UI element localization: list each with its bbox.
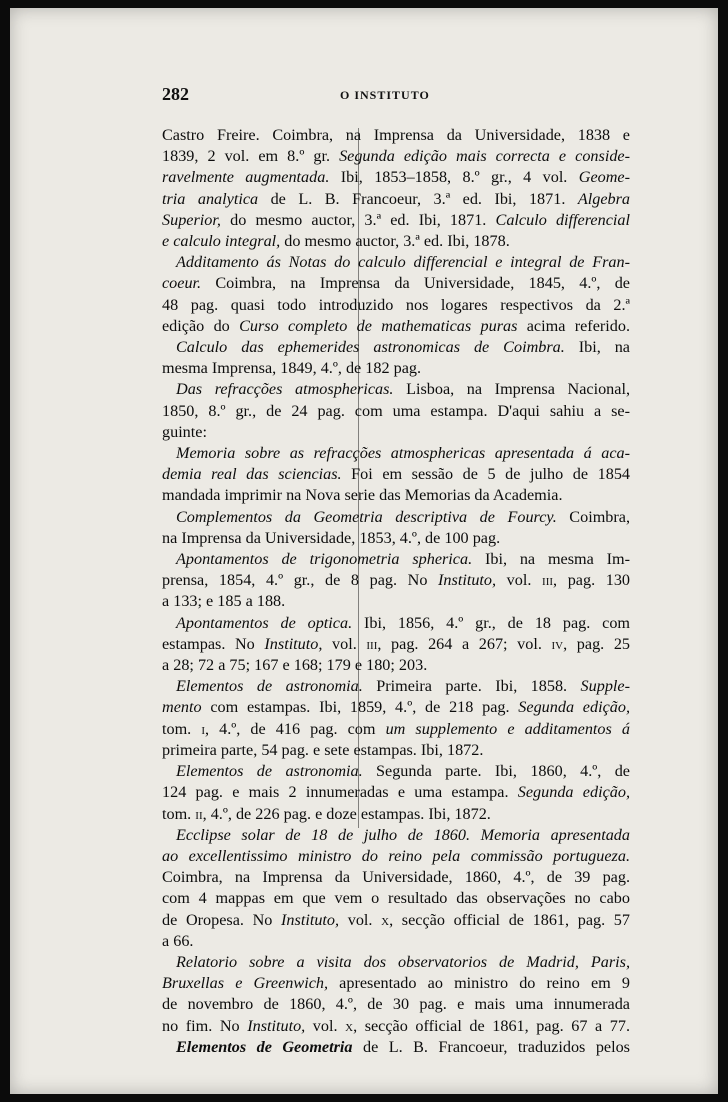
text-line: prensa, 1854, 4.º gr., de 8 pag. No Instituto, vol. iii, pag. 130 xyxy=(162,571,631,590)
text-line: estampas. No Instituto, vol. iii, pag. 264 a 267; vol. iv, pag. 25 xyxy=(162,634,631,653)
text-line: primeira parte, 54 pag. e sete estampas. Ibi, 1872. xyxy=(162,740,484,759)
page-number: 282 xyxy=(162,84,189,104)
text-line: Apontamentos de trigonometria spherica. Ibi, na mesma Im- xyxy=(176,550,631,569)
text-line: mento com estampas. Ibi, 1859, 4.º, de 218 pag. Segunda edição, xyxy=(162,698,630,717)
text-line: 124 pag. e mais 2 innumeradas e uma estampa. Segunda edição, xyxy=(162,783,630,802)
text-line: Superior, do mesmo auctor, 3.ª ed. Ibi, 1871. Calculo differencial xyxy=(162,210,630,229)
text-line: ao excellentissimo ministro do reino pela commissão portugueza. xyxy=(162,846,630,865)
text-line: Relatorio sobre a visita dos observatorios de Madrid, Paris, xyxy=(176,952,630,971)
text-line: tom. i, 4.º, de 416 pag. com um supplemento e additamentos á xyxy=(162,719,630,738)
text-line: Das refracções atmosphericas. Lisboa, na Imprensa Nacional, xyxy=(176,380,630,399)
text-line: Ecclipse solar de 18 de julho de 1860. Memoria apresentada xyxy=(176,825,630,844)
text-line: com 4 mappas em que vem o resultado das observações no cabo xyxy=(162,889,630,908)
text-line: mandada imprimir na Nova serie das Memorias da Academia. xyxy=(162,486,563,505)
text-line: de novembro de 1860, 4.º, de 30 pag. e mais uma innumerada xyxy=(162,995,630,1014)
text-line: demia real das sciencias. Foi em sessão de 5 de julho de 1854 xyxy=(162,465,631,484)
text-line: Memoria sobre as refracções atmosphericas apresentada á aca- xyxy=(176,444,630,463)
text-line: tria analytica de L. B. Francoeur, 3.ª ed. Ibi, 1871. Algebra xyxy=(162,189,630,208)
text-line: edição do Curso completo de mathematicas puras acima referido. xyxy=(162,316,630,335)
text-line: mesma Imprensa, 1849, 4.º, de 182 pag. xyxy=(162,359,422,378)
text-line: Elementos de astronomia. Primeira parte. Ibi, 1858. Supple- xyxy=(176,677,630,696)
text-line: Bruxellas e Greenwich, apresentado ao ministro do reino em 9 xyxy=(162,974,630,993)
text-line: Elementos de Geometria de L. B. Francoeur, traduzidos pelos xyxy=(176,1037,630,1056)
text-line: ravelmente augmentada. Ibi, 1853–1858, 8.º gr., 4 vol. Geome- xyxy=(162,168,630,187)
text-line: a 66. xyxy=(162,931,194,950)
text-line: Castro Freire. Coimbra, na Imprensa da Universidade, 1838 e xyxy=(162,126,630,144)
text-line: Coimbra, na Imprensa da Universidade, 1860, 4.º, de 39 pag. xyxy=(162,868,630,887)
text-line: na Imprensa da Universidade, 1853, 4.º, de 100 pag. xyxy=(162,528,501,547)
text-line: a 133; e 185 a 188. xyxy=(162,592,286,611)
text-line: de Oropesa. No Instituto, vol. x, secção official de 1861, pag. 57 xyxy=(162,910,630,929)
body-text xyxy=(162,125,630,1058)
text-line: no fim. No Instituto, vol. x, secção official de 1861, pag. 67 a 77. xyxy=(162,1016,631,1035)
text-line: 48 pag. quasi todo introduzido nos logares respectivos da 2.ª xyxy=(162,295,630,314)
text-line: coeur. Coimbra, na Imprensa da Universidade, 1845, 4.º, de xyxy=(162,274,630,293)
text-line: 1839, 2 vol. em 8.º gr. Segunda edição mais correcta e conside- xyxy=(162,147,630,166)
text-line: Elementos de astronomia. Segunda parte. Ibi, 1860, 4.º, de xyxy=(176,762,630,781)
text-line: Apontamentos de optica. Ibi, 1856, 4.º gr., de 18 pag. com xyxy=(176,613,630,632)
text-line: e calculo integral, do mesmo auctor, 3.ª ed. Ibi, 1878. xyxy=(162,232,510,251)
text-line: 1850, 8.º gr., de 24 pag. com uma estampa. D'aqui sahiu a se- xyxy=(162,401,630,420)
text-line: tom. ii, 4.º, de 226 pag. e doze estampas. Ibi, 1872. xyxy=(162,804,491,823)
text-line: Calculo das ephemerides astronomicas de Coimbra. Ibi, na xyxy=(176,338,630,357)
text-line: Complementos da Geometria descriptiva de Fourcy. Coimbra, xyxy=(176,507,631,526)
running-head: O INSTITUTO xyxy=(340,88,430,102)
text-line: guinte: xyxy=(162,422,207,441)
text-line: Additamento ás Notas do calculo differencial e integral de Fran- xyxy=(176,253,630,272)
text-line: a 28; 72 a 75; 167 e 168; 179 e 180; 203. xyxy=(162,656,428,675)
page-header xyxy=(162,84,630,108)
